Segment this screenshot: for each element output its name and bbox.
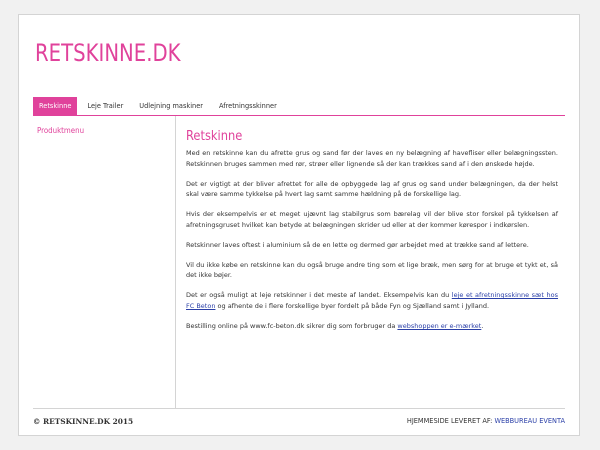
paragraph-7-text-end: . [481, 322, 484, 331]
paragraph-1: Med en retskinne kan du afrette grus og sand før der laves en ny belægning af havefliser eller belægningssten. Retskinnen bruges sammen med rør, strøer eller lignende så der kan trækkes sand af i den ønskede højde. [186, 149, 558, 168]
site-logo[interactable]: RETSKINNE.DK [35, 39, 181, 67]
paragraph-3: Hvis der eksempelvis er et meget ujævnt lag stabilgrus som bærelag vil der blive stor forskel på tykkelsen af afretningsgruset hvilket kan betyde at belægningen skrider ud eller at der kommer kørespor i indkørslen. [186, 210, 558, 229]
webbureau-eventa-link[interactable]: WEBBUREAU EVENTA [494, 417, 565, 425]
main-nav [33, 97, 287, 115]
sidebar-title: Produktmenu [37, 126, 85, 135]
paragraph-6-text-end: og afhente de i flere forskellige byer fordelt på både Fyn og Sjælland samt i Jylland. [215, 301, 490, 310]
page-title: Retskinne [186, 129, 243, 144]
main-content [186, 129, 558, 341]
nav-tab-leje-trailer[interactable]: Leje Trailer [87, 102, 124, 110]
page-container [18, 14, 580, 436]
paragraph-5: Vil du ikke købe en retskinne kan du også bruge andre ting som et lige bræk, men sørg for at bruge et tykt et, så det ikke bøjer. [186, 260, 558, 280]
paragraph-6 [186, 290, 558, 311]
nav-tab-afretningsskinner[interactable]: Afretningsskinner [218, 102, 277, 110]
footer-copyright: © RETSKINNE.DK 2015 [33, 417, 134, 426]
paragraph-6-text-start: Det er også muligt at leje retskinner i det meste af landet. Eksempelvis kan du [186, 291, 452, 300]
footer-credit-prefix: HJEMMESIDE LEVERET AF: [406, 417, 495, 425]
nav-tab-retskinne[interactable]: Retskinne [33, 97, 77, 115]
footer-divider [33, 408, 565, 409]
paragraph-7 [186, 321, 558, 332]
nav-tab-udlejning-maskiner[interactable]: Udlejning maskiner [139, 102, 203, 110]
paragraph-7-text-start: Bestilling online på www.fc-beton.dk sikrer dig som forbruger da [186, 322, 398, 331]
footer-credit [407, 417, 565, 425]
paragraph-2: Det er vigtigt at der bliver afrettet for alle de opbyggede lag af grus og sand under belægningen, da der helst skal være samme tykkelse på hvert lag samt samme hældning på de forskellige lag. [186, 179, 558, 199]
fc-beton-rental-link[interactable]: leje et afretningsskinne sæt hos FC Beton [186, 291, 559, 310]
paragraph-4: Retskinner laves oftest i aluminium så de en lette og dermed gør arbejdet med at trække sand af lettere. [186, 240, 529, 249]
sidebar [33, 116, 176, 408]
webshop-emaerket-link[interactable]: webshoppen er e-mærket [397, 322, 482, 331]
